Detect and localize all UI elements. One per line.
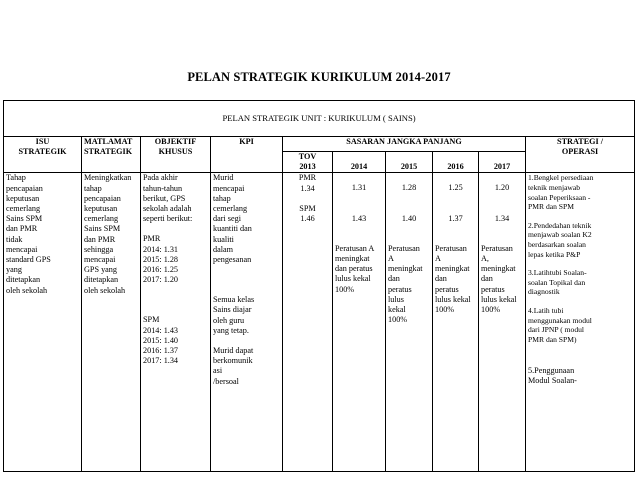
- strategy-item-2: 2.Pendedahan teknik menjawab soalan K2 berdasarkan soalan lepas ketika P&P: [528, 220, 592, 259]
- unit-subtitle: PELAN STRATEGIK UNIT : KURIKULUM ( SAINS): [4, 101, 635, 137]
- cell-tov: PMR 1.34 SPM 1.46: [283, 173, 333, 472]
- strategic-plan-table: [3, 100, 635, 472]
- cell-kpi: Murid mencapai tahap cemerlang dari segi kuantiti dan kualiti dalam pengesanan Semua kelas Sains diajar oleh guru yang tetap. Murid dapat berkomunik asi /bersoal: [211, 173, 283, 472]
- header-year-2014: 2014: [333, 152, 386, 173]
- cell-2015: 1.28 1.40 Peratusan A meningkat dan peratus lulus kekal 100%: [386, 173, 433, 472]
- header-kpi: KPI: [211, 137, 283, 173]
- cell-2014: 1.31 1.43 Peratusan A meningkat dan peratus lulus kekal 100%: [333, 173, 386, 472]
- header-tov: TOV 2013: [283, 152, 333, 173]
- header-year-2015: 2015: [386, 152, 433, 173]
- cell-isu: Tahap pencapaian keputusan cemerlang Sains SPM dan PMR tidak mencapai standard GPS yang ditetapkan oleh sekolah: [4, 173, 82, 472]
- header-year-2016: 2016: [433, 152, 479, 173]
- strategy-item-5: 5.Penggunaan Modul Soalan-: [528, 366, 577, 385]
- header-sasaran: SASARAN JANGKA PANJANG: [283, 137, 526, 152]
- cell-objektif: Pada akhir tahun-tahun berikut, GPS sekolah adalah seperti berikut: PMR 2014: 1.31 2015: 1.28 2016: 1.25 2017: 1.20 SPM 2014: 1.43 2015: 1.40 2016: 1.37 2017: 1.34: [141, 173, 211, 472]
- strategy-item-1: 1.Bengkel persediaan teknik menjawab soalan Peperiksaan - PMR dan SPM: [528, 173, 594, 212]
- strategy-item-3: 3.Latihtubi Soalan- soalan Topikal dan diagnostik: [528, 268, 587, 297]
- header-strategi: STRATEGI / OPERASI: [526, 137, 635, 173]
- header-matlamat: MATLAMAT STRATEGIK: [82, 137, 141, 173]
- header-year-2017: 2017: [479, 152, 526, 173]
- header-objektif: OBJEKTIF KHUSUS: [141, 137, 211, 173]
- cell-strategi: [526, 173, 635, 472]
- header-isu: ISU STRATEGIK: [4, 137, 82, 173]
- cell-matlamat: Meningkatkan tahap pencapaian keputusan cemerlang Sains SPM dan PMR sehingga mencapai GPS yang ditetapkan oleh sekolah: [82, 173, 141, 472]
- cell-2016: 1.25 1.37 Peratusan A meningkat dan peratus lulus kekal 100%: [433, 173, 479, 472]
- cell-2017: 1.20 1.34 Peratusan A, meningkat dan peratus lulus kekal 100%: [479, 173, 526, 472]
- strategy-item-4: 4.Latih tubi menggunakan modul dari JPNP ( modul PMR dan SPM): [528, 305, 592, 344]
- document-title: PELAN STRATEGIK KURIKULUM 2014-2017: [187, 70, 451, 84]
